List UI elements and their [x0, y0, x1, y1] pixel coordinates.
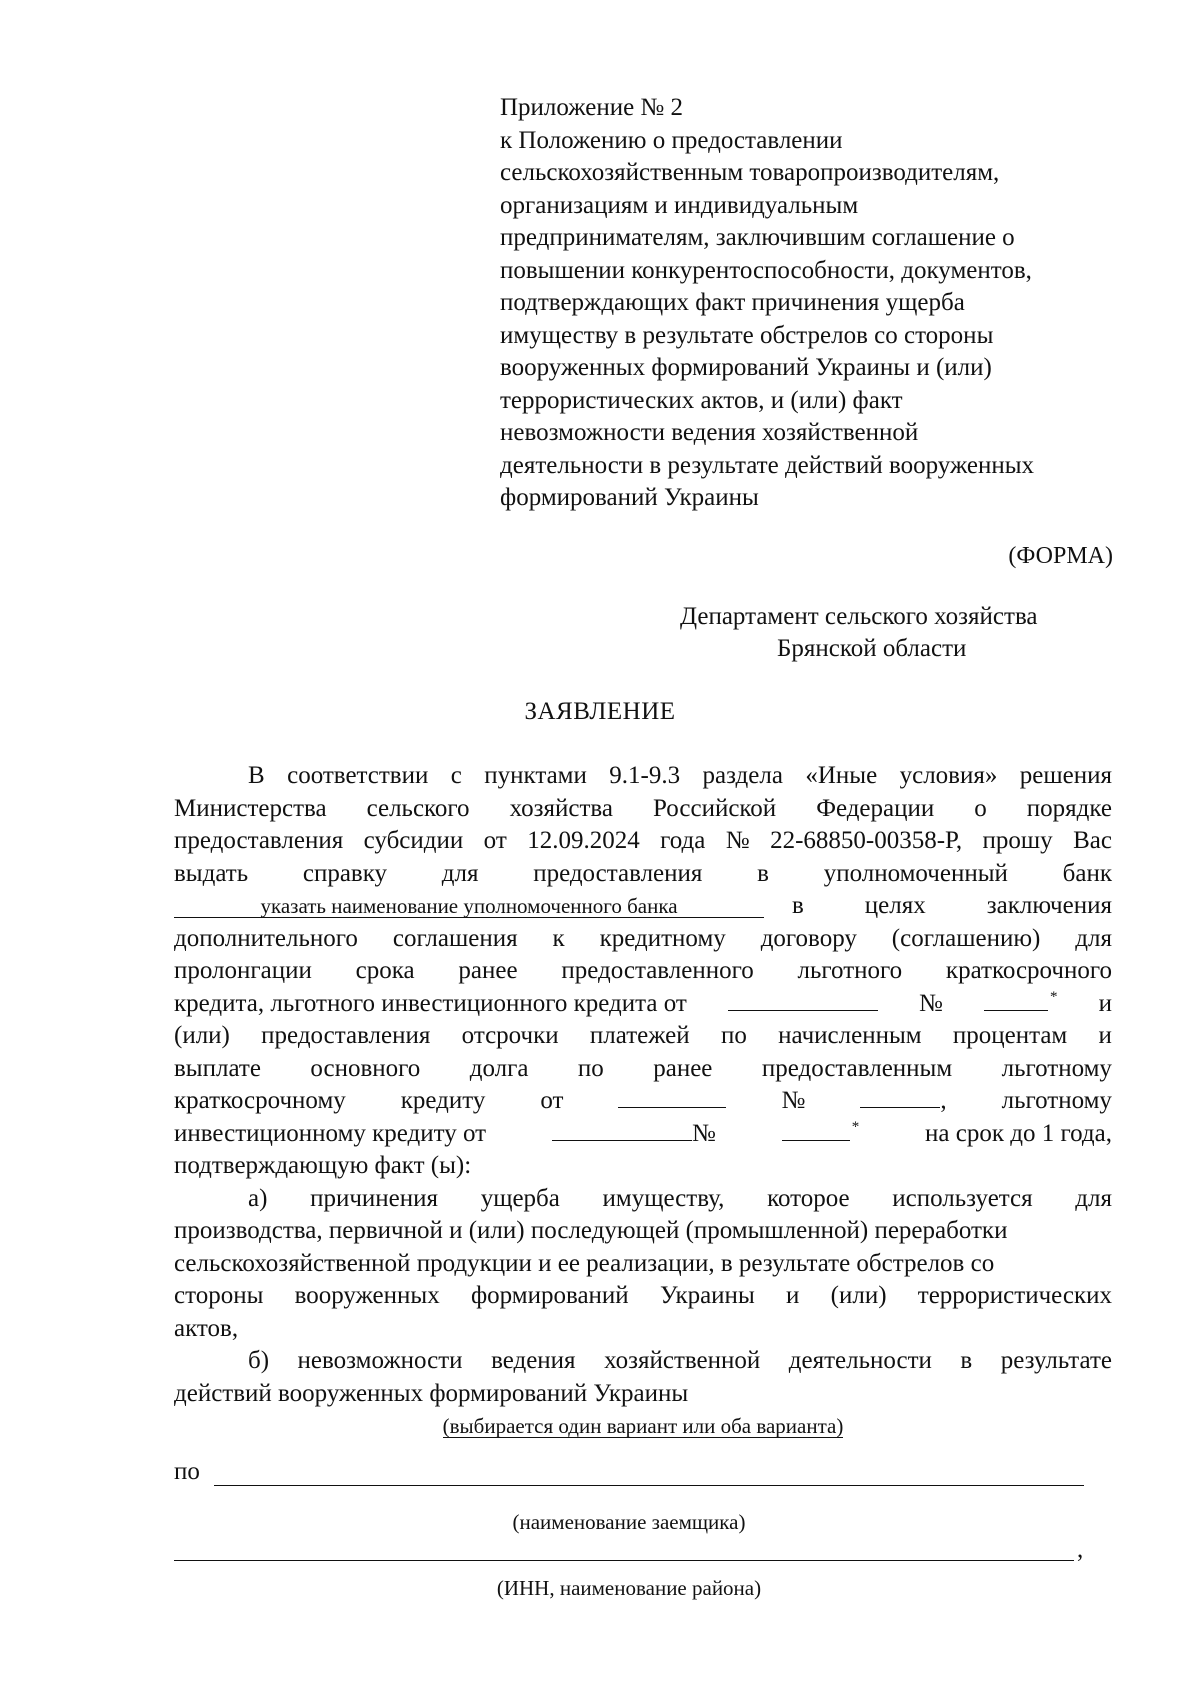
po-label: по [174, 1458, 200, 1485]
body-line [174, 825, 1112, 858]
body-word: б) [248, 1347, 270, 1374]
body-word: справку [302, 859, 388, 887]
body-word: вооруженных [294, 1282, 440, 1309]
body-word: по [577, 1054, 604, 1082]
body-word: уполномоченный [823, 859, 1008, 887]
body-word: основного [310, 1054, 421, 1082]
credit-date-field[interactable] [728, 988, 878, 1011]
body-word: льготному [1001, 1054, 1112, 1082]
number-sign: № [919, 989, 943, 1017]
appendix-line: к Положению о предоставлении [500, 126, 843, 154]
body-word: Украины [659, 1282, 755, 1309]
body-word: процентам [952, 1022, 1068, 1049]
body-word: кредиту [400, 1087, 486, 1114]
body-word: пролонгации [174, 957, 312, 984]
body-word: к [552, 924, 565, 952]
appendix-line: деятельности в результате действий вооруженных [500, 451, 1035, 479]
footnote-asterisk: * [851, 1118, 860, 1135]
body-line [174, 1378, 1112, 1411]
body-word: платежей [589, 1022, 690, 1049]
appendix-header [500, 92, 1120, 515]
investment-credit-date-field[interactable] [552, 1118, 692, 1141]
body-word: 12.09.2024 [527, 827, 640, 854]
appendix-line: террористических актов, и (или) факт [500, 386, 903, 414]
body-line [174, 1313, 1112, 1346]
bank-name-field[interactable] [174, 895, 764, 918]
body-word: ранее [458, 957, 518, 984]
body-word: и [1098, 1022, 1112, 1049]
number-sign: № [691, 1119, 716, 1147]
body-text: действий вооруженных формирований Украины [174, 1379, 689, 1407]
body-word: стороны [174, 1282, 264, 1309]
body-word: причинения [310, 1184, 439, 1212]
credit-from-label: кредита, льготного инвестиционного кредита от [174, 989, 687, 1017]
body-word: предоставления [174, 827, 344, 854]
body-word: террористических [917, 1282, 1112, 1309]
appendix-line: имуществу в результате обстрелов со стороны [500, 321, 994, 349]
body-text: актов, [174, 1314, 239, 1342]
body-line [174, 1053, 1112, 1086]
body-word: Министерства [174, 794, 327, 822]
body-line [174, 955, 1112, 988]
item-b-line [174, 1345, 1112, 1378]
choice-hint: (выбирается один вариант или оба варианта) [442, 1414, 844, 1438]
addressee [680, 601, 1100, 665]
body-word: предоставления [261, 1022, 431, 1049]
body-line [174, 1020, 1112, 1053]
inn-caption: (ИНН, наименование района) [496, 1576, 762, 1600]
body-word: краткосрочному [174, 1087, 346, 1114]
body-word: (соглашению) [891, 924, 1041, 952]
body-word: раздела [702, 762, 783, 789]
body-line [174, 1118, 1112, 1151]
body-word: в [960, 1347, 973, 1374]
body-word: деятельности [788, 1347, 932, 1374]
body-line [174, 760, 1112, 793]
body-word: № [725, 827, 750, 854]
body-word: в [757, 859, 769, 887]
addressee-line-2: Брянской области [777, 635, 967, 662]
body-word: решения [1019, 762, 1112, 789]
footnote-asterisk: * [1049, 988, 1058, 1005]
body-word: результате [1000, 1347, 1112, 1374]
body-word: которое [767, 1184, 850, 1212]
body-text: производства, первичной и (или) последующей (промышленной) переработки [174, 1217, 1008, 1244]
body-word: Российской [652, 794, 777, 822]
body-word: отсрочки [461, 1022, 559, 1049]
body-word: и [786, 1282, 800, 1309]
body-line [174, 890, 1112, 923]
term-text: на срок до 1 года, [925, 1119, 1112, 1147]
body-word: соответствии [287, 762, 429, 789]
body-word: от [483, 827, 507, 854]
body-word: срока [355, 957, 415, 984]
appendix-line: предпринимателям, заключившим соглашение о [500, 224, 1015, 251]
appendix-line: Приложение № 2 [500, 94, 684, 121]
body-line [174, 923, 1112, 956]
body-word: сельского [366, 794, 470, 822]
body-word: предоставления [533, 859, 703, 887]
body-word: целях [864, 892, 926, 919]
body-word: долга [469, 1054, 529, 1082]
addressee-line-1: Департамент сельского хозяйства [680, 603, 1038, 630]
body-word: формирований [470, 1282, 629, 1309]
choice-hint-row [174, 1410, 1112, 1440]
body-word: ведения [491, 1347, 576, 1374]
body-word: года [660, 827, 706, 854]
comma: , [940, 1087, 947, 1114]
investment-credit-label: инвестиционному кредиту от [174, 1119, 487, 1147]
body-word: льготного [797, 957, 903, 984]
statement-body [174, 760, 1112, 1440]
body-line-rest [792, 890, 1112, 923]
body-word: субсидии [363, 827, 464, 854]
body-word: в [792, 892, 804, 919]
body-word: порядке [1026, 794, 1112, 822]
body-word: о [974, 794, 987, 822]
item-a-line [174, 1183, 1112, 1216]
short-term-credit-number-field[interactable] [860, 1085, 940, 1108]
bank-name-hint: указать наименование уполномоченного банка [260, 894, 678, 918]
body-word: (или) [830, 1282, 887, 1309]
investment-credit-number-field[interactable] [782, 1118, 850, 1141]
appendix-line: невозможности ведения хозяйственной [500, 419, 919, 446]
appendix-line: вооруженных формирований Украины и (или) [500, 354, 992, 381]
body-line [174, 1248, 1112, 1281]
body-line [174, 1215, 1112, 1248]
body-word: прошу [982, 827, 1053, 854]
appendix-line: организациям и индивидуальным [500, 191, 859, 219]
body-word: Федерации [816, 794, 935, 822]
body-word: краткосрочного [945, 957, 1112, 984]
body-word: а) [248, 1184, 268, 1212]
body-word: предоставленным [761, 1054, 953, 1082]
appendix-line: подтверждающих факт причинения ущерба [500, 289, 965, 316]
form-label: (ФОРМА) [1008, 543, 1113, 569]
body-word: банк [1062, 859, 1112, 887]
body-word: выдать [174, 859, 249, 887]
body-word: пунктами [484, 762, 587, 789]
body-word: имуществу, [602, 1184, 725, 1212]
body-line [174, 858, 1112, 891]
body-text: сельскохозяйственной продукции и ее реализации, в результате обстрелов со [174, 1249, 995, 1277]
body-word: кредитному [599, 924, 726, 952]
body-word: невозможности [297, 1347, 463, 1374]
borrower-name-field[interactable] [214, 1461, 1084, 1486]
body-word: В [248, 762, 265, 789]
credit-number-field[interactable] [984, 988, 1048, 1011]
body-word: льготному [1001, 1087, 1112, 1114]
line-comma: , [1077, 1536, 1084, 1563]
body-word: хозяйственной [604, 1347, 761, 1374]
body-word: с [450, 762, 462, 789]
body-word: от [540, 1087, 564, 1114]
appendix-line: повышении конкурентоспособности, документов, [500, 256, 1032, 284]
body-word: для [1075, 924, 1112, 952]
body-word: по [720, 1022, 747, 1049]
body-line [174, 1280, 1112, 1313]
body-word: договору [760, 924, 857, 952]
body-line [174, 1085, 1112, 1118]
conjunction: и [1098, 989, 1112, 1017]
body-line [174, 1150, 1112, 1183]
body-word: Вас [1073, 827, 1112, 854]
number-sign: № [781, 1087, 806, 1114]
body-word: 22-68850-00358-Р, [770, 827, 963, 854]
body-word: (или) [174, 1022, 230, 1049]
document-title: ЗАЯВЛЕНИЕ [524, 698, 676, 725]
inn-district-field[interactable] [174, 1560, 1074, 1561]
appendix-line: сельскохозяйственным товаропроизводителям, [500, 159, 1000, 186]
body-word: дополнительного [174, 924, 358, 952]
borrower-caption: (наименование заемщика) [512, 1510, 746, 1534]
body-word: выплате [174, 1054, 261, 1082]
short-term-credit-date-field[interactable] [618, 1085, 726, 1108]
body-word: соглашения [392, 924, 518, 952]
body-word: начисленным [778, 1022, 922, 1049]
body-word: 9.1-9.3 [609, 762, 681, 789]
body-word: заключения [986, 892, 1112, 919]
appendix-line: формирований Украины [500, 484, 759, 511]
body-word: предоставленного [561, 957, 754, 984]
body-word: для [1075, 1184, 1112, 1212]
body-text: подтверждающую факт (ы): [174, 1152, 472, 1179]
body-word: хозяйства [509, 794, 613, 822]
body-word: ранее [653, 1054, 713, 1082]
body-word: «Иные [805, 762, 878, 789]
body-line [174, 988, 1112, 1021]
body-word: для [441, 859, 479, 887]
borrower-row [174, 1458, 1084, 1486]
body-line [174, 793, 1112, 826]
body-word: условия» [899, 762, 998, 789]
body-word: ущерба [480, 1184, 560, 1212]
body-word: используется [892, 1184, 1033, 1212]
